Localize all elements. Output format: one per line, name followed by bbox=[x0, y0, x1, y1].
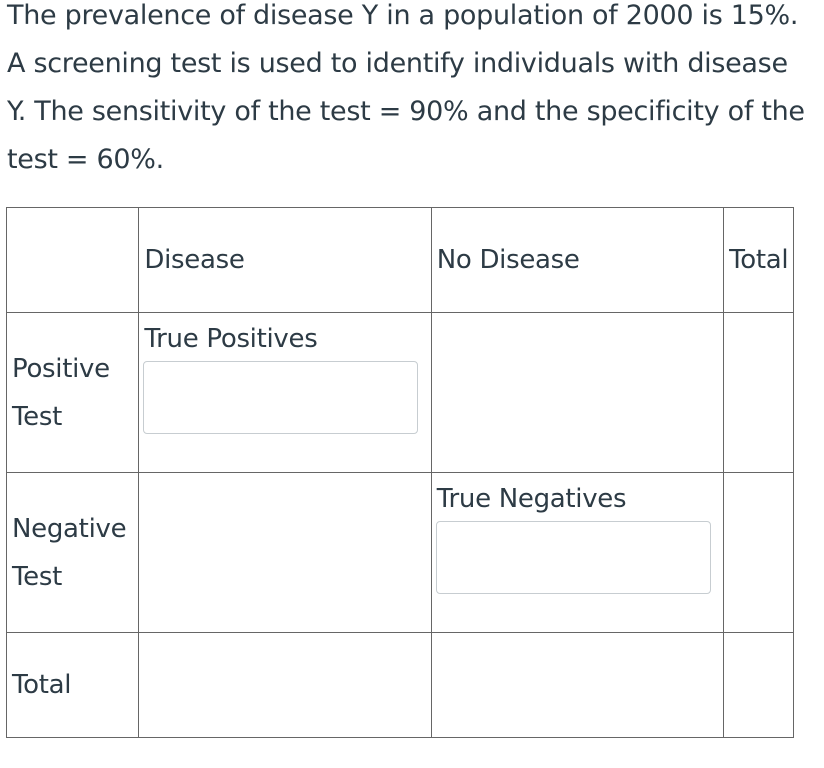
cell-true-negatives bbox=[431, 473, 723, 633]
row-label-negative-test bbox=[7, 473, 139, 633]
row-label-line: Test bbox=[12, 561, 63, 592]
cell-positive-total bbox=[724, 313, 794, 473]
header-disease: Disease bbox=[139, 208, 431, 313]
cell-false-positives bbox=[431, 313, 723, 473]
table-header-row bbox=[7, 208, 794, 313]
header-total: Total bbox=[724, 208, 794, 313]
true-positives-label: True Positives bbox=[144, 324, 318, 354]
cell-true-positives bbox=[139, 313, 431, 473]
table-row-negative-test bbox=[7, 473, 794, 633]
cell-no-disease-total bbox=[431, 633, 723, 738]
true-negatives-input[interactable] bbox=[436, 521, 711, 594]
table-row-positive-test bbox=[7, 313, 794, 473]
question-text: The prevalence of disease Y in a population of 2000 is 15%. A screening test is used to identify individuals with disease Y. The sensitivity of the test = 90% and the specificity of the test = 60%. bbox=[7, 0, 805, 175]
row-label-total: Total bbox=[7, 633, 139, 738]
row-label-line: Test bbox=[12, 401, 63, 432]
true-negatives-label: True Negatives bbox=[436, 484, 627, 514]
contingency-table bbox=[6, 207, 794, 738]
row-label-positive-test bbox=[7, 313, 139, 473]
cell-grand-total bbox=[724, 633, 794, 738]
corner-cell bbox=[7, 208, 139, 313]
cell-false-negatives bbox=[139, 473, 431, 633]
row-label-line: Negative bbox=[12, 513, 127, 544]
row-label-line: Positive bbox=[12, 353, 110, 384]
table-row-total bbox=[7, 633, 794, 738]
cell-negative-total bbox=[724, 473, 794, 633]
true-positives-input[interactable] bbox=[143, 361, 418, 434]
header-no-disease: No Disease bbox=[431, 208, 723, 313]
cell-disease-total bbox=[139, 633, 431, 738]
